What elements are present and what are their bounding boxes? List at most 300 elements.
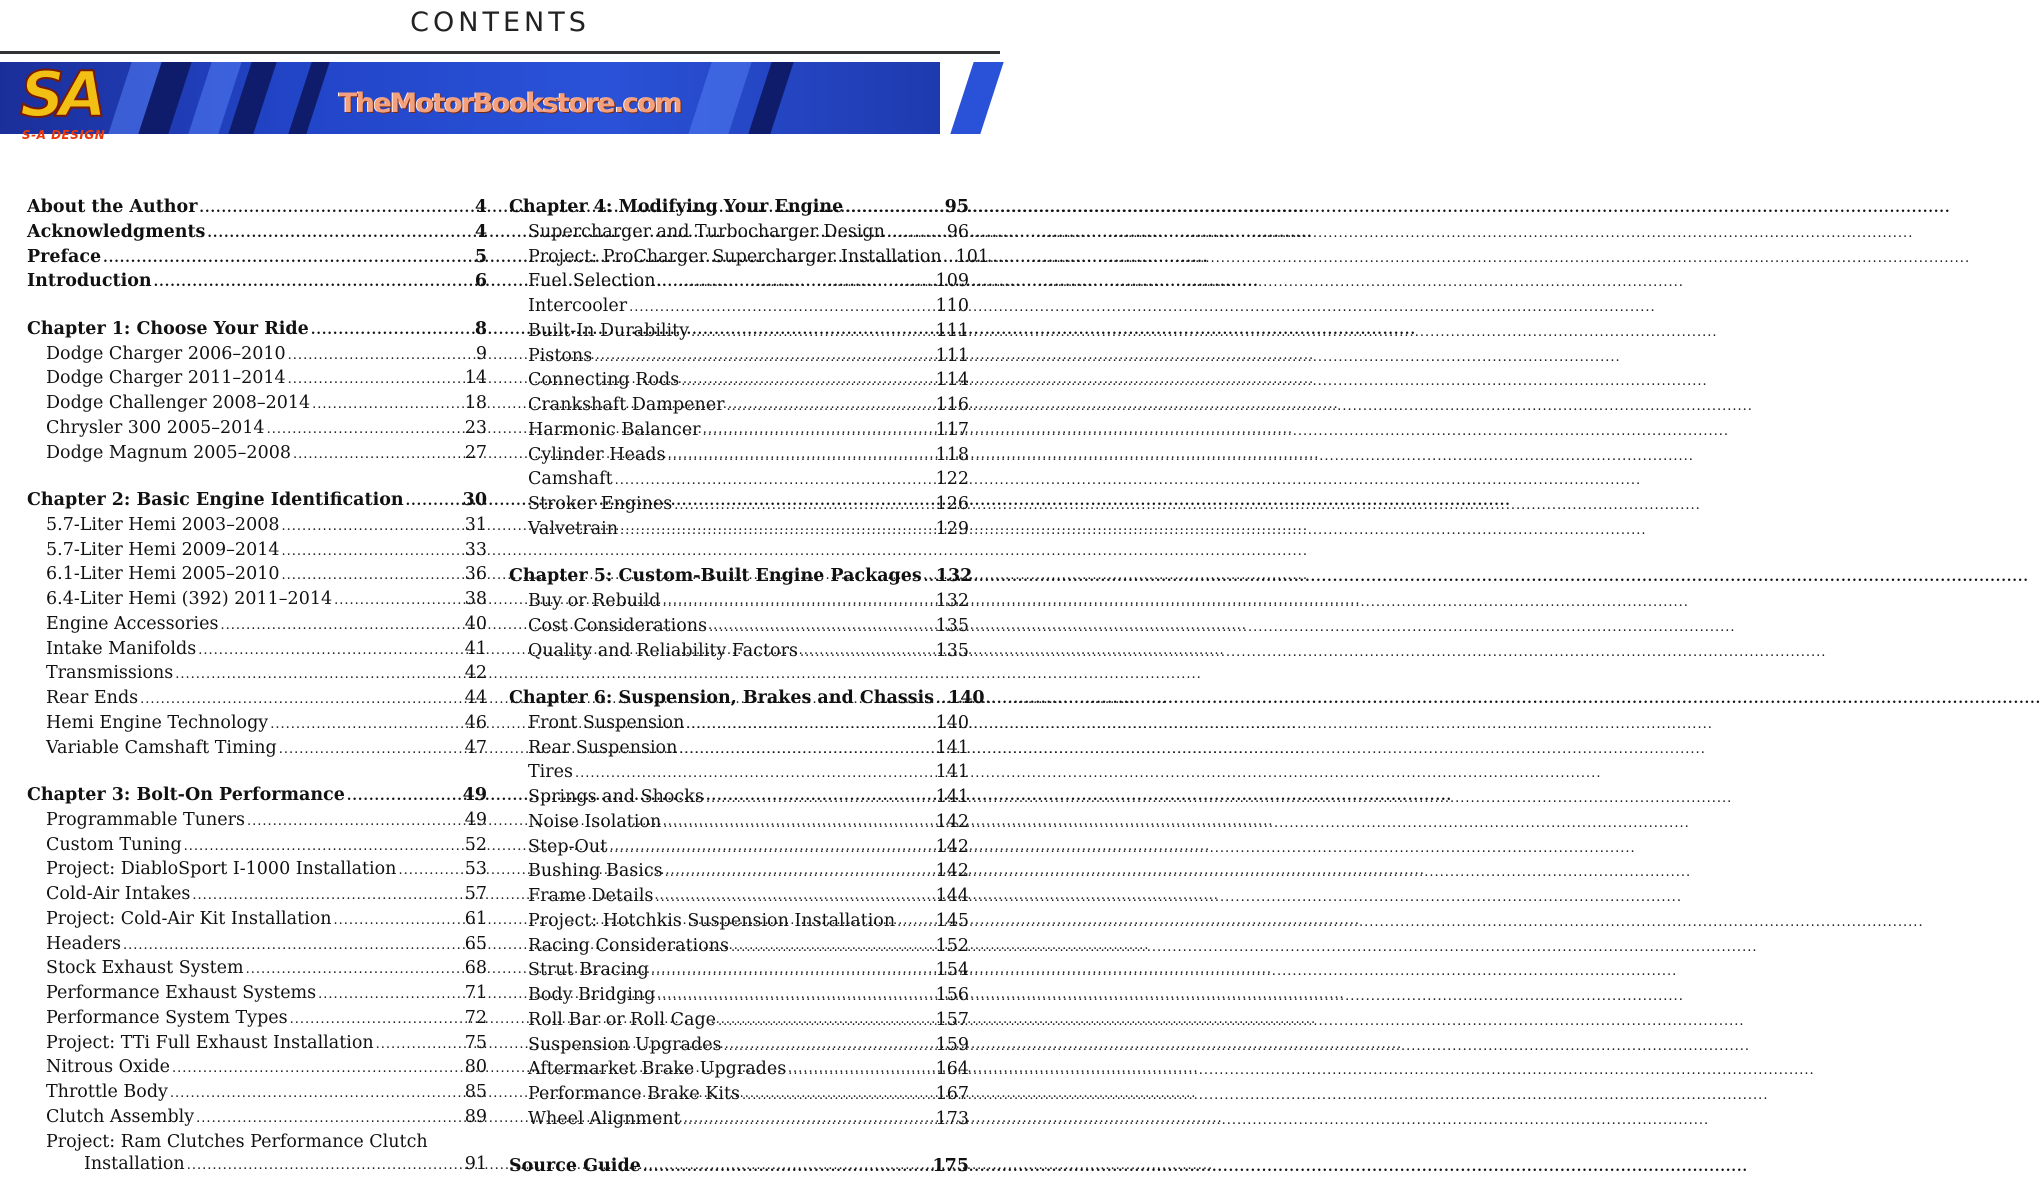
toc-entry[interactable] xyxy=(27,933,487,958)
toc-entry[interactable] xyxy=(509,320,969,345)
dot-leader xyxy=(290,1007,463,1032)
toc-entry[interactable] xyxy=(509,444,969,469)
toc-entry-label: 6.1-Liter Hemi 2005–2010 xyxy=(46,564,280,585)
toc-entry-label: Intake Manifolds xyxy=(46,638,197,659)
toc-entry-label: Crankshaft Dampener xyxy=(528,395,725,415)
dot-leader xyxy=(667,444,933,469)
toc-page-number: 57 xyxy=(464,884,487,904)
toc-entry[interactable] xyxy=(27,883,487,908)
toc-right-column xyxy=(509,196,990,1180)
dot-leader xyxy=(154,270,473,295)
toc-entry[interactable] xyxy=(509,910,969,935)
dot-leader xyxy=(800,640,934,665)
toc-page-number: 5 xyxy=(474,246,487,267)
toc-page-number: 132 xyxy=(935,591,969,611)
toc-entry-label: Built-In Durability xyxy=(528,320,690,341)
toc-page-number: 156 xyxy=(935,985,969,1005)
dot-leader xyxy=(123,933,463,958)
toc-entry[interactable] xyxy=(27,809,487,834)
dot-leader xyxy=(347,784,461,809)
dot-leader xyxy=(406,489,461,514)
toc-page-number: 23 xyxy=(464,417,487,438)
toc-entry-label: Bushing Basics xyxy=(528,861,663,882)
toc-entry[interactable] xyxy=(27,1081,487,1106)
page-title: CONTENTS xyxy=(410,7,590,38)
toc-chapter-entry[interactable] xyxy=(27,489,487,514)
dot-leader xyxy=(172,1056,463,1081)
toc-page-number: 47 xyxy=(464,737,487,758)
toc-entry-label: Springs and Shocks xyxy=(528,787,704,807)
dot-leader xyxy=(643,1155,931,1180)
dot-leader xyxy=(376,1032,463,1057)
dot-leader xyxy=(674,493,933,518)
toc-entry[interactable] xyxy=(27,1106,487,1131)
toc-entry[interactable] xyxy=(509,345,969,370)
dot-leader xyxy=(270,712,463,737)
toc-page-number: 38 xyxy=(464,589,487,609)
toc-page-number: 117 xyxy=(935,419,969,440)
dot-leader xyxy=(103,246,473,271)
dot-leader xyxy=(398,858,462,883)
dot-leader xyxy=(924,565,934,590)
dot-leader xyxy=(944,246,954,271)
toc-page-number: 68 xyxy=(464,958,487,979)
toc-page-number: 6 xyxy=(474,271,487,292)
dot-leader xyxy=(724,1034,934,1059)
toc-entry-label: Valvetrain xyxy=(528,518,619,539)
toc-entry[interactable] xyxy=(509,761,969,786)
toc-chapter-entry[interactable] xyxy=(509,687,985,712)
toc-entry-label: Nitrous Oxide xyxy=(46,1057,171,1078)
toc-entry[interactable] xyxy=(27,539,487,564)
toc-entry[interactable] xyxy=(509,419,969,444)
toc-entry-label: Dodge Charger 2006–2010 xyxy=(46,343,286,364)
toc-page-number: 126 xyxy=(935,494,969,514)
toc-page-number: 33 xyxy=(464,539,487,560)
toc-page-number: 91 xyxy=(464,1154,487,1175)
toc-page-number: 14 xyxy=(464,368,487,389)
toc-page-number: 159 xyxy=(935,1034,969,1055)
toc-page-number: 164 xyxy=(935,1059,969,1080)
toc-entry-label: Performance Exhaust Systems xyxy=(46,983,317,1003)
dot-leader xyxy=(706,786,934,811)
toc-page-number: 111 xyxy=(935,345,969,366)
toc-chapter-entry[interactable] xyxy=(27,221,487,246)
toc-entry[interactable] xyxy=(509,518,969,543)
dot-leader xyxy=(246,957,463,982)
toc-page-number: 52 xyxy=(464,834,487,855)
toc-page-number: 135 xyxy=(935,640,969,661)
dot-leader xyxy=(742,1083,934,1108)
dot-leader xyxy=(718,1009,934,1034)
toc-page-number: 72 xyxy=(464,1007,487,1028)
toc-entry-label: Dodge Challenger 2008–2014 xyxy=(46,393,311,413)
toc-entry[interactable] xyxy=(27,957,487,982)
dot-leader xyxy=(199,196,472,221)
toc-entry[interactable] xyxy=(509,1009,969,1034)
toc-entry[interactable] xyxy=(27,834,487,859)
dot-leader xyxy=(657,984,933,1009)
toc-entry-label: Chapter 1: Choose Your Ride xyxy=(27,318,309,339)
toc-entry-label: 6.4-Liter Hemi (392) 2011–2014 xyxy=(46,589,333,609)
toc-entry[interactable] xyxy=(27,982,487,1007)
dot-leader xyxy=(184,834,463,859)
toc-page-number: 142 xyxy=(935,811,969,832)
toc-entry-label-line: Project: Ram Clutches Performance Clutch xyxy=(46,1131,428,1152)
toc-entry-label: Front Suspension xyxy=(528,712,685,733)
toc-page-number: 27 xyxy=(464,442,487,463)
dot-leader xyxy=(731,935,934,960)
toc-entry[interactable] xyxy=(509,786,969,811)
toc-entry[interactable] xyxy=(509,394,969,419)
dot-leader xyxy=(311,318,473,343)
toc-page-number: 53 xyxy=(464,859,487,880)
toc-page-number: 141 xyxy=(935,762,969,783)
section-gap xyxy=(27,761,487,784)
toc-entry-label: Fuel Selection xyxy=(528,271,656,292)
toc-page-number: 49 xyxy=(462,785,487,805)
toc-page-number: 157 xyxy=(935,1009,969,1030)
toc-entry-label: Rear Suspension xyxy=(528,737,678,758)
toc-page-number: 40 xyxy=(464,613,487,634)
toc-entry-label: Hemi Engine Technology xyxy=(46,712,269,733)
dot-leader xyxy=(247,809,463,834)
dot-leader xyxy=(281,563,462,588)
dot-leader xyxy=(575,761,934,786)
toc-entry[interactable] xyxy=(27,1153,487,1178)
toc-entry-label: Custom Tuning xyxy=(46,834,182,855)
toc-page-number: 4 xyxy=(474,197,487,217)
toc-entry[interactable] xyxy=(27,687,487,712)
toc-page-number: 175 xyxy=(932,1156,969,1177)
dot-leader xyxy=(207,221,472,246)
dot-leader xyxy=(334,588,463,613)
section-gap xyxy=(27,466,487,489)
toc-page-number: 42 xyxy=(464,663,487,684)
toc-entry[interactable] xyxy=(27,638,487,663)
dot-leader xyxy=(686,712,933,737)
toc-entry-label: Chapter 2: Basic Engine Identification xyxy=(27,490,404,510)
toc-entry-label: Noise Isolation xyxy=(528,811,662,832)
page-header xyxy=(0,0,1000,52)
toc-entry[interactable] xyxy=(27,367,487,392)
toc-entry[interactable] xyxy=(27,858,487,883)
dot-leader xyxy=(663,811,933,836)
dot-leader xyxy=(657,270,933,295)
toc-entry[interactable] xyxy=(27,442,487,467)
toc-entry[interactable] xyxy=(27,514,487,539)
toc-entry-label: Tires xyxy=(528,762,573,783)
dot-leader xyxy=(683,1108,934,1133)
dot-leader xyxy=(281,514,462,539)
dot-leader xyxy=(897,910,933,935)
dot-leader xyxy=(609,836,933,861)
toc-chapter-entry[interactable] xyxy=(27,196,487,221)
toc-entry-label: Project: DiabloSport I-1000 Installation xyxy=(46,859,397,880)
toc-page-number: 96 xyxy=(946,221,969,242)
toc-entry[interactable] xyxy=(509,836,969,861)
toc-entry[interactable] xyxy=(509,270,969,295)
toc-entry[interactable] xyxy=(509,1058,969,1083)
toc-entry-label: Connecting Rods xyxy=(528,370,680,391)
toc-entry-label: Chapter 6: Suspension, Brakes and Chassis xyxy=(509,688,935,708)
section-gap xyxy=(509,664,969,687)
toc-left-column xyxy=(27,196,487,1178)
section-gap xyxy=(27,295,487,318)
toc-page-number: 110 xyxy=(935,296,969,316)
toc-entry-label: Performance Brake Kits xyxy=(528,1084,740,1104)
toc-entry[interactable] xyxy=(27,417,487,442)
toc-entry-label: Throttle Body xyxy=(46,1082,168,1102)
toc-entry[interactable] xyxy=(27,563,487,588)
dot-leader xyxy=(620,518,934,543)
toc-entry-label: Project: Cold-Air Kit Installation xyxy=(46,908,332,929)
toc-entry-label: Quality and Reliability Factors xyxy=(528,640,798,661)
toc-entry-label: Frame Details xyxy=(528,886,654,906)
sa-design-logo xyxy=(16,58,126,146)
toc-entry[interactable] xyxy=(509,295,969,320)
dot-leader xyxy=(196,1106,463,1131)
dot-leader xyxy=(845,196,942,221)
toc-page-number: 145 xyxy=(935,910,969,931)
toc-entry-label: Suspension Upgrades xyxy=(528,1034,722,1055)
toc-page-number: 118 xyxy=(935,444,969,465)
toc-page-number: 41 xyxy=(464,638,487,659)
toc-page-number: 85 xyxy=(464,1082,487,1102)
header-rule xyxy=(0,51,1000,54)
toc-entry-label: Cylinder Heads xyxy=(528,444,666,465)
toc-page-number: 144 xyxy=(935,886,969,906)
dot-leader xyxy=(192,883,462,908)
toc-entry-label: 5.7-Liter Hemi 2003–2008 xyxy=(46,514,280,535)
toc-entry-label: Headers xyxy=(46,933,121,954)
toc-entry-label: Buy or Rebuild xyxy=(528,591,661,611)
toc-entry-label: Chrysler 300 2005–2014 xyxy=(46,417,265,438)
toc-entry-label: Racing Considerations xyxy=(528,935,729,956)
dot-leader xyxy=(662,590,933,615)
toc-entry-label: Stock Exhaust System xyxy=(46,958,244,979)
toc-entry[interactable] xyxy=(27,613,487,638)
toc-page-number: 65 xyxy=(464,933,487,954)
dot-leader xyxy=(140,687,463,712)
logo-subtitle: S-A DESIGN xyxy=(22,128,106,142)
dot-leader xyxy=(594,345,933,370)
toc-entry[interactable] xyxy=(27,737,487,762)
toc-entry-label: Harmonic Balancer xyxy=(528,419,701,440)
toc-page-number: 95 xyxy=(944,197,969,217)
site-name: TheMotorBookstore.com xyxy=(338,88,682,119)
toc-entry-label: Pistons xyxy=(528,345,593,366)
logo-mark: SA xyxy=(20,58,101,131)
toc-entry-label: Dodge Charger 2011–2014 xyxy=(46,368,286,389)
toc-entry[interactable] xyxy=(509,468,969,493)
toc-entry-label: Camshaft xyxy=(528,469,613,490)
toc-entry[interactable] xyxy=(509,737,969,762)
toc-entry-label: Wheel Alignment xyxy=(528,1108,681,1129)
toc-page-number: 80 xyxy=(464,1057,487,1078)
toc-chapter-entry[interactable] xyxy=(509,196,969,221)
toc-page-number: 30 xyxy=(462,490,487,510)
toc-entry-label: Project: ProCharger Supercharger Installation xyxy=(528,246,942,267)
toc-entry-label: Engine Accessories xyxy=(46,613,219,634)
toc-entry-label: Cost Considerations xyxy=(528,615,708,636)
dot-leader xyxy=(615,468,934,493)
toc-entry-label: Rear Ends xyxy=(46,688,139,708)
toc-page-number: 114 xyxy=(935,370,969,391)
dot-leader xyxy=(170,1081,463,1106)
toc-page-number: 101 xyxy=(955,246,990,267)
dot-leader xyxy=(198,638,463,663)
toc-entry[interactable] xyxy=(509,712,969,737)
toc-entry[interactable] xyxy=(509,1083,969,1108)
toc-page-number: 9 xyxy=(475,343,487,364)
toc-entry-label: Step-Out xyxy=(528,836,608,857)
toc-entry[interactable] xyxy=(27,908,487,933)
toc-entry[interactable] xyxy=(27,588,487,613)
toc-entry-label: Body Bridging xyxy=(528,985,656,1005)
toc-entry-label: Variable Camshaft Timing xyxy=(46,737,277,758)
toc-entry-label: Source Guide xyxy=(509,1156,641,1177)
toc-entry-label: Chapter 5: Custom-Built Engine Packages xyxy=(509,566,922,587)
dot-leader xyxy=(887,221,945,246)
toc-page-number: 46 xyxy=(464,712,487,733)
toc-chapter-entry[interactable] xyxy=(27,784,487,809)
toc-page-number: 142 xyxy=(935,861,969,882)
toc-entry[interactable] xyxy=(509,615,969,640)
toc-page-number: 89 xyxy=(464,1106,487,1127)
toc-page-number: 36 xyxy=(464,564,487,585)
toc-entry-label: Aftermarket Brake Upgrades xyxy=(528,1059,787,1080)
toc-entry[interactable] xyxy=(509,811,969,836)
toc-chapter-entry[interactable] xyxy=(509,1155,969,1180)
toc-page-number: 49 xyxy=(464,809,487,830)
toc-page-number: 135 xyxy=(935,615,969,636)
dot-leader xyxy=(651,959,934,984)
toc-page-number: 61 xyxy=(464,908,487,929)
dot-leader xyxy=(318,982,463,1007)
toc-entry-label: Supercharger and Turbocharger Design xyxy=(528,221,885,242)
toc-entry-label: 5.7-Liter Hemi 2009–2014 xyxy=(46,539,280,560)
toc-page-number: 167 xyxy=(935,1084,969,1104)
dot-leader xyxy=(288,343,474,368)
toc-entry[interactable] xyxy=(509,860,969,885)
toc-page-number: 129 xyxy=(935,518,969,539)
dot-leader xyxy=(279,737,463,762)
toc-entry-label: Roll Bar or Roll Cage xyxy=(528,1009,717,1030)
toc-page-number: 154 xyxy=(935,960,969,981)
toc-chapter-entry[interactable] xyxy=(509,565,973,590)
toc-entry-label: Intercooler xyxy=(528,296,628,316)
toc-entry-label: Stroker Engines xyxy=(528,494,673,514)
toc-page-number: 140 xyxy=(935,712,969,733)
toc-entry[interactable] xyxy=(509,984,969,1009)
toc-entry[interactable] xyxy=(509,246,990,271)
toc-entry-label: Transmissions xyxy=(46,663,174,684)
toc-page-number: 8 xyxy=(474,318,487,339)
toc-entry-label: Performance System Types xyxy=(46,1007,288,1028)
toc-page-number: 4 xyxy=(474,221,487,242)
toc-page-number: 75 xyxy=(464,1032,487,1053)
dot-leader xyxy=(691,320,934,345)
toc-entry[interactable] xyxy=(509,885,969,910)
toc-entry-label: Programmable Tuners xyxy=(46,809,245,830)
section-gap xyxy=(509,1133,969,1156)
dot-leader xyxy=(334,908,463,933)
toc-chapter-entry[interactable] xyxy=(27,318,487,343)
toc-entry[interactable] xyxy=(509,959,969,984)
toc-entry-label: Chapter 4: Modifying Your Engine xyxy=(509,197,844,217)
dot-leader xyxy=(175,662,462,687)
toc-entry-label: Dodge Magnum 2005–2008 xyxy=(46,442,291,463)
dot-leader xyxy=(726,394,933,419)
toc-page-number: 152 xyxy=(935,935,969,956)
section-gap xyxy=(509,543,969,566)
toc-page-number: 132 xyxy=(935,566,973,587)
dot-leader xyxy=(288,367,463,392)
toc-chapter-entry[interactable] xyxy=(27,246,487,271)
toc-entry[interactable] xyxy=(509,935,969,960)
toc-page-number: 141 xyxy=(935,787,969,807)
toc-entry-label: Introduction xyxy=(27,271,152,292)
toc-entry-label: Strut Bracing xyxy=(528,960,649,981)
toc-page-number: 116 xyxy=(935,395,969,415)
toc-entry[interactable] xyxy=(27,662,487,687)
toc-entry[interactable] xyxy=(509,493,969,518)
toc-page-number: 142 xyxy=(935,836,969,857)
toc-entry-label: About the Author xyxy=(27,197,198,217)
dot-leader xyxy=(267,417,463,442)
dot-leader xyxy=(703,419,934,444)
toc-page-number: 109 xyxy=(935,271,969,292)
dot-leader xyxy=(709,615,934,640)
toc-entry[interactable] xyxy=(27,1056,487,1081)
toc-page-number: 18 xyxy=(464,393,487,413)
toc-entry[interactable] xyxy=(27,343,487,368)
toc-entry[interactable] xyxy=(509,590,969,615)
dot-leader xyxy=(681,369,933,394)
toc-page-number: 44 xyxy=(464,688,487,708)
dot-leader xyxy=(629,295,933,320)
toc-entry[interactable] xyxy=(509,1034,969,1059)
toc-entry[interactable] xyxy=(509,369,969,394)
dot-leader xyxy=(665,860,934,885)
dot-leader xyxy=(788,1058,933,1083)
toc-entry[interactable] xyxy=(27,392,487,417)
toc-entry-label: Clutch Assembly xyxy=(46,1106,195,1127)
dot-leader xyxy=(655,885,933,910)
toc-entry[interactable] xyxy=(27,712,487,737)
toc-entry[interactable] xyxy=(509,640,969,665)
toc-entry-label: Cold-Air Intakes xyxy=(46,884,191,904)
toc-page-number: 141 xyxy=(935,737,969,758)
toc-page-number: 71 xyxy=(464,983,487,1003)
dot-leader xyxy=(187,1153,463,1178)
toc-page-number: 173 xyxy=(935,1108,969,1129)
dot-leader xyxy=(220,613,462,638)
toc-entry-label: Project: Hotchkis Suspension Installation xyxy=(528,910,896,931)
dot-leader xyxy=(936,687,946,712)
toc-page-number: 31 xyxy=(464,514,487,535)
toc-entry[interactable] xyxy=(27,1032,487,1057)
toc-page-number: 111 xyxy=(935,320,969,341)
toc-entry-label: Installation xyxy=(84,1154,185,1175)
toc-entry-label: Acknowledgments xyxy=(27,221,206,242)
toc-chapter-entry[interactable] xyxy=(27,270,487,295)
toc-entry[interactable] xyxy=(27,1007,487,1032)
toc-entry-label: Chapter 3: Bolt-On Performance xyxy=(27,785,345,805)
toc-entry[interactable] xyxy=(509,221,969,246)
toc-entry[interactable] xyxy=(509,1108,969,1133)
